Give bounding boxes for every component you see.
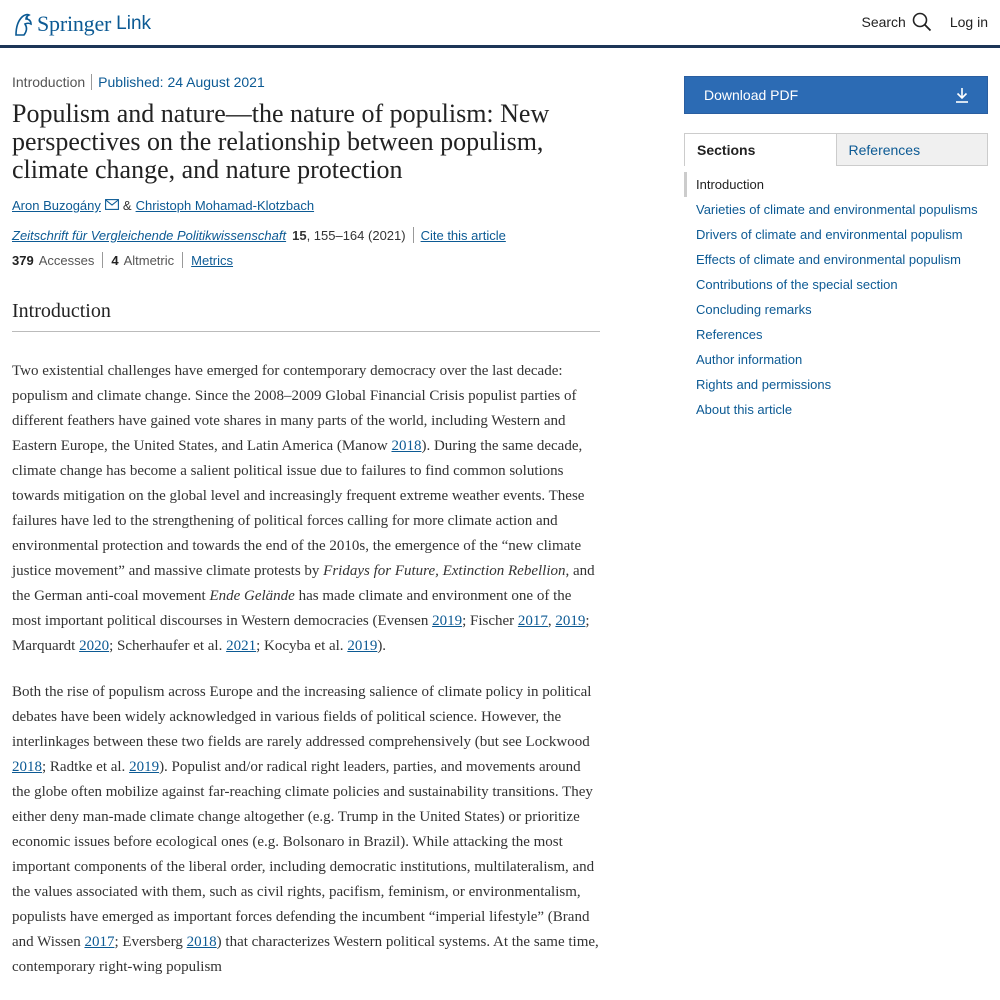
journal-divider xyxy=(413,227,414,243)
metrics-divider xyxy=(102,252,103,268)
tab-references[interactable]: References xyxy=(836,133,989,166)
section-link-drivers[interactable]: Drivers of climate and environmental populism xyxy=(696,227,963,242)
springerlink-logo[interactable] xyxy=(12,10,151,38)
cite-article-link[interactable]: Cite this article xyxy=(420,227,506,243)
published-date: Published: 24 August 2021 xyxy=(98,74,265,90)
journal-citation xyxy=(12,227,600,243)
journal-volume: 15 xyxy=(292,227,307,243)
tab-sections[interactable]: Sections xyxy=(684,133,836,166)
section-link-introduction[interactable]: Introduction xyxy=(684,172,988,197)
brand-link: Link xyxy=(116,13,152,34)
search-button[interactable] xyxy=(861,12,931,32)
author-joiner: & xyxy=(122,198,132,213)
journal-pages-year: , 155–164 (2021) xyxy=(306,227,406,243)
sections-nav xyxy=(684,172,988,422)
author-list xyxy=(12,198,600,213)
email-icon[interactable] xyxy=(105,198,119,213)
brand-springer: Springer xyxy=(37,11,112,36)
article-meta xyxy=(12,74,600,90)
metrics-link[interactable]: Metrics xyxy=(191,252,234,268)
section-heading-introduction: Introduction xyxy=(12,300,600,332)
search-icon xyxy=(912,12,932,32)
altmetric-count: 4 xyxy=(111,252,119,268)
accesses-count: 379 xyxy=(12,252,34,268)
citation-link[interactable]: 2018 xyxy=(186,934,217,950)
citation-link[interactable]: 2019 xyxy=(129,759,160,775)
article-sidebar xyxy=(684,76,988,422)
altmetric-label: Altmetric xyxy=(123,252,175,268)
login-link[interactable]: Log in xyxy=(949,14,988,30)
journal-link[interactable]: Zeitschrift für Vergleichende Politikwissenschaft xyxy=(12,227,287,243)
body-paragraph-1: Two existential challenges have emerged for contemporary democracy over the last decade: populism and climate change. Since the 2008–2009 Global Financial Crisis populist parties of different feathers have gained vote shares in many parts of the world, including Western and Eastern Europe, the United States, and Latin America (Manow 2018). During the same decade, climate change has become a salient political issue due to failures to find common solutions towards mitigation on the global level and increasingly frequent extreme weather events. These failures have led to the strengthening of political forces calling for more climate action and environmental protection and towards the end of the 2010s, the emergence of the “new climate justice movement” and massive climate protests by Fridays for Future, Extinction Rebellion, and the German anti-coal movement Ende Gelände has made climate and environment one of the most important political discourses in Western democracies (Evensen 2019; Fischer 2017, 2019; Marquardt 2020; Scherhaufer et al. 2021; Kocyba et al. 2019). xyxy=(12,363,595,654)
meta-divider xyxy=(91,74,92,90)
author-link-mohamad-klotzbach[interactable]: Christoph Mohamad-Klotzbach xyxy=(135,198,315,213)
citation-link[interactable]: 2018 xyxy=(391,438,422,454)
section-link-author-information[interactable]: Author information xyxy=(696,352,803,367)
site-header xyxy=(0,0,1000,48)
body-paragraph-2: Both the rise of populism across Europe and the increasing salience of climate policy in political debates have been widely acknowledged in various fields of political science. However, the interlinkages between these two fields are rarely addressed comprehensively (but see Lockwood 2018; Radtke et al. 2019). Populist and/or radical right leaders, parties, and movements around the globe often mobilize against far-reaching climate policies and sustainability transitions. They either deny man-made climate change altogether (e.g. Trump in the United States) or prioritize economic issues before ecological ones (e.g. Bolsonaro in Brazil). While attacking the most important components of the liberal order, including democratic institutions, multilateralism, and the values associated with them, such as civil rights, pacifism, feminism, or environmentalism, populists have emerged as important forces defending the incumbent “imperial lifestyle” (Brand and Wissen 2017; Eversberg 2018) that characterizes Western political systems. At the same time, contemporary right-wing populism xyxy=(12,684,599,975)
article-title: Populism and nature—the nature of populism: New perspectives on the relationship between populism, climate change, and nature protection xyxy=(12,99,550,184)
citation-link[interactable]: 2019 xyxy=(555,613,586,629)
article-metrics xyxy=(12,252,600,268)
article-main xyxy=(12,74,600,980)
section-link-varieties[interactable]: Varieties of climate and environmental populisms xyxy=(696,202,978,217)
citation-link[interactable]: 2020 xyxy=(79,638,110,654)
download-pdf-button[interactable] xyxy=(684,76,988,114)
section-link-rights[interactable]: Rights and permissions xyxy=(696,377,832,392)
section-link-contributions[interactable]: Contributions of the special section xyxy=(696,277,898,292)
section-link-concluding-remarks[interactable]: Concluding remarks xyxy=(696,302,812,317)
accesses-label: Accesses xyxy=(38,252,95,268)
sidebar-tabs xyxy=(684,133,988,166)
download-icon xyxy=(955,87,969,103)
article-type: Introduction xyxy=(12,74,86,90)
metrics-divider xyxy=(182,252,183,268)
author-link-buzogany[interactable]: Aron Buzogány xyxy=(12,198,101,213)
citation-link[interactable]: 2021 xyxy=(226,638,257,654)
citation-link[interactable]: 2017 xyxy=(84,934,115,950)
springer-horse-icon xyxy=(12,11,34,37)
section-link-references[interactable]: References xyxy=(696,327,763,342)
citation-link[interactable]: 2019 xyxy=(347,638,378,654)
citation-link[interactable]: 2018 xyxy=(12,759,42,775)
download-pdf-label: Download PDF xyxy=(704,87,799,103)
search-label: Search xyxy=(861,14,906,30)
citation-link[interactable]: 2019 xyxy=(432,613,463,629)
section-link-effects[interactable]: Effects of climate and environmental populism xyxy=(696,252,961,267)
section-link-about[interactable]: About this article xyxy=(696,402,793,417)
citation-link[interactable]: 2017 xyxy=(517,613,548,629)
header-nav xyxy=(861,12,988,32)
